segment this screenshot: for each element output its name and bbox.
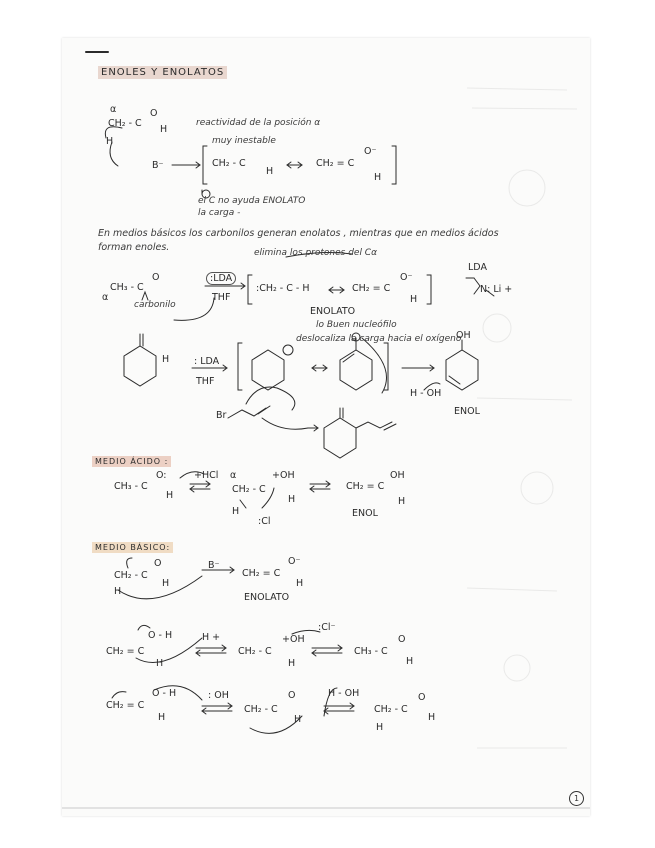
lda-reagent-2: : LDA xyxy=(194,356,220,367)
bracket-right-oxygen: O⁻ xyxy=(364,146,377,157)
acid-chloride: :Cl xyxy=(258,516,271,527)
acid-reactant: CH₃ - C xyxy=(114,481,148,492)
row4-intermediate-h: H xyxy=(288,658,296,669)
row4-reactant-oh: O - H xyxy=(148,630,173,641)
reactant-hydrogen: H xyxy=(160,124,168,135)
acid-reagent: +HCl xyxy=(194,470,219,481)
row5-product: CH₂ - C xyxy=(374,704,408,715)
row5-reactant-h: H xyxy=(158,712,166,723)
acid-intermediate-h: H xyxy=(288,494,296,505)
thf-solvent: THF xyxy=(212,292,231,303)
row5-product-oxygen: O xyxy=(418,692,426,703)
row4-intermediate-oh: +OH xyxy=(282,634,305,645)
bracket-right-formula: CH₂ = C xyxy=(316,158,355,169)
thf-solvent-2: THF xyxy=(196,376,215,387)
enolate-oxygen: O⁻ xyxy=(400,272,413,283)
page-number: 1 xyxy=(569,791,584,806)
reactant-oxygen: O xyxy=(150,108,158,119)
carbonyl-label: carbonilo xyxy=(134,300,176,310)
enolate-carbanion: :CH₂ - C - H xyxy=(256,283,310,294)
notebook-page xyxy=(62,38,590,816)
note-protons: elimina los protones del Cα xyxy=(254,248,378,258)
base-label: B⁻ xyxy=(152,160,164,171)
row4-reactant: CH₂ = C xyxy=(106,646,145,657)
row5-product-alpha-h: H xyxy=(376,722,384,733)
row5-reactant-oh: O - H xyxy=(152,688,177,699)
alpha-label-2: α xyxy=(102,292,109,303)
note-carbon: el C no ayuda ENOLATO xyxy=(198,196,306,206)
ring-alpha-h: H xyxy=(162,354,170,365)
basic-alpha-h: H xyxy=(114,586,122,597)
water-reagent: H - OH xyxy=(410,388,442,399)
note-unstable: muy inestable xyxy=(212,136,276,146)
acid-enol-label: ENOL xyxy=(352,508,378,519)
note-reactivity: reactividad de la posición α xyxy=(196,118,321,128)
lda-reagent: :LDA xyxy=(206,272,236,285)
row5-reactant: CH₂ = C xyxy=(106,700,145,711)
enol-oh: OH xyxy=(456,330,471,341)
acid-alpha-h: H xyxy=(232,506,240,517)
acid-heading: MEDIO ÁCIDO : xyxy=(92,456,171,467)
bracket-left-h: H xyxy=(266,166,274,177)
basic-product: CH₂ = C xyxy=(242,568,281,579)
row4-intermediate: CH₂ - C xyxy=(238,646,272,657)
basic-enolato-label: ENOLATO xyxy=(244,592,290,603)
basic-reactant: CH₂ - C xyxy=(114,570,148,581)
row5-enolate: CH₂ - C xyxy=(244,704,278,715)
enol-label: ENOL xyxy=(454,406,480,417)
page-title: ENOLES Y ENOLATOS xyxy=(98,66,227,79)
basic-reactant-h: H xyxy=(162,578,170,589)
acid-product-h: H xyxy=(398,496,406,507)
note-delocalization: deslocaliza la carga hacia el oxígeno xyxy=(296,334,462,344)
acid-intermediate: CH₂ - C xyxy=(232,484,266,495)
enolate-h: H xyxy=(410,294,418,305)
reactant-formula: CH₂ - C xyxy=(108,118,142,129)
alpha-hydrogen: H xyxy=(106,136,114,147)
basic-product-h: H xyxy=(296,578,304,589)
row5-enolate-oxygen: O xyxy=(288,690,296,701)
basic-reactant-oxygen: O xyxy=(154,558,162,569)
paragraph-line-1: En medios básicos los carbonilos generan enolatos , mientras que en medios ácidos xyxy=(98,228,499,239)
enolato-label: ENOLATO xyxy=(310,306,356,317)
bracket-left-formula: CH₂ - C xyxy=(212,158,246,169)
lda-structure-title: LDA xyxy=(468,262,487,273)
row4-product-h: H xyxy=(406,656,414,667)
carbonyl-formula: CH₃ - C xyxy=(110,282,144,293)
row5-water: H - OH xyxy=(328,688,360,699)
row4-reagent: H + xyxy=(202,632,221,643)
note-charge: la carga - xyxy=(198,208,241,218)
carbonyl-oxygen: O xyxy=(152,272,160,283)
acid-intermediate-oh: +OH xyxy=(272,470,295,481)
row4-product-oxygen: O xyxy=(398,634,406,645)
acid-alpha: α xyxy=(230,470,237,481)
basic-base: B⁻ xyxy=(208,560,220,571)
row4-reactant-h: H xyxy=(156,658,164,669)
acid-product: CH₂ = C xyxy=(346,481,385,492)
nucleophile-note: lo Buen nucleófilo xyxy=(316,320,397,330)
acid-product-oh: OH xyxy=(390,470,405,481)
alpha-label: α xyxy=(110,104,117,115)
paragraph-line-2: forman enoles. xyxy=(98,242,170,253)
basic-heading: MEDIO BÁSICO: xyxy=(92,542,173,553)
row5-hydroxide: : OH xyxy=(208,690,229,701)
bracket-right-h: H xyxy=(374,172,382,183)
bromide-label: Br xyxy=(216,410,227,421)
row5-product-h: H xyxy=(428,712,436,723)
basic-product-oxygen: O⁻ xyxy=(288,556,301,567)
row4-chloride: :Cl⁻ xyxy=(318,622,336,633)
enolate-resonance: CH₂ = C xyxy=(352,283,391,294)
acid-reactant-h: H xyxy=(166,490,174,501)
lda-structure-formula: N: Li + xyxy=(480,284,513,295)
row4-product: CH₃ - C xyxy=(354,646,388,657)
acid-reactant-oxygen: O: xyxy=(156,470,167,481)
row5-enolate-h: H xyxy=(294,714,302,725)
